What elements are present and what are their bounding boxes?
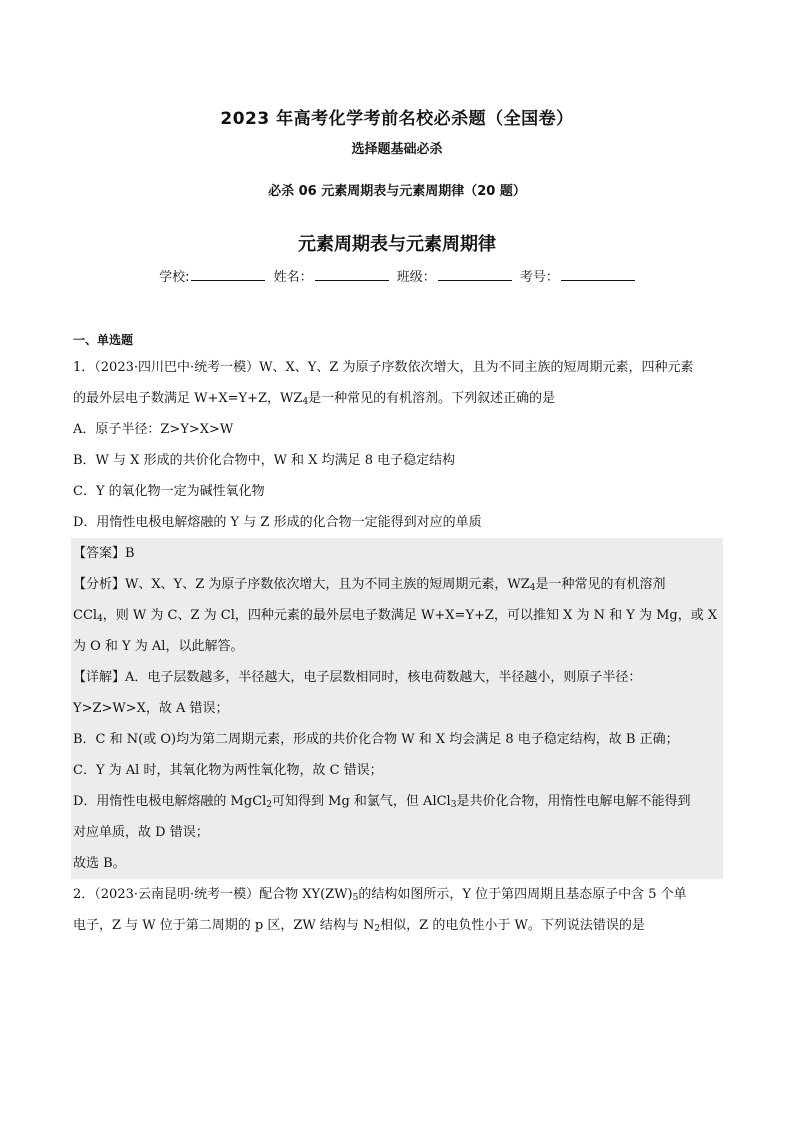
q1-stem-line-2 (73, 383, 723, 414)
q1-detail-line-4: C．Y 为 Al 时，其氧化物为两性氧化物，故 C 错误； (73, 763, 383, 778)
subscript: 3 (450, 800, 457, 810)
document-title: 2023 年高考化学考前名校必杀题（全国卷） (220, 109, 574, 129)
document-subtitle: 选择题基础必杀 (351, 142, 443, 157)
subscript: 2 (266, 800, 273, 810)
exam-number-label: 考号： (519, 270, 559, 285)
detail-text: 是共价化合物，用惰性电解电解不能得到 (456, 794, 691, 809)
school-blank[interactable] (191, 269, 265, 281)
q1-answer: 【答案】B (73, 546, 135, 561)
q2-stem-line-2 (73, 910, 723, 941)
q1-conclusion: 故选 B。 (73, 856, 126, 871)
q1-option-c: C．Y 的氧化物一定为碱性氧化物 (73, 484, 265, 499)
q1-stem-line-1: 1．（2023·四川巴中·统考一模）W、X、Y、Z 为原子序数依次增大，且为不同主族的短周期元素，四种元素 (73, 360, 694, 375)
subscript: 2 (374, 924, 381, 934)
q2-stem-text: 电子，Z 与 W 位于第二周期的 p 区，ZW 结构与 N (73, 918, 375, 933)
name-label: 姓名： (273, 270, 313, 285)
class-blank[interactable] (438, 269, 512, 281)
subscript: 4 (97, 614, 103, 624)
q1-analysis-line-2 (73, 600, 723, 631)
name-blank[interactable] (315, 269, 389, 281)
q1-option-a: A．原子半径：Z>Y>X>W (73, 422, 234, 437)
q1-detail-line-3: B．C 和 N(或 O)均为第二周期元素，形成的共价化合物 W 和 X 均会满足 8 电子稳定结构，故 B 正确； (73, 732, 679, 747)
subscript: 4 (529, 583, 536, 593)
q1-option-d: D．用惰性电极电解熔融的 Y 与 Z 形成的化合物一定能得到对应的单质 (73, 515, 482, 530)
analysis-text: ，则 W 为 C、Z 为 Cl，四种元素的最外层电子数满足 W+X=Y+Z，可以推知 X 为 N 和 Y 为 Mg，或 X (102, 608, 718, 623)
subscript: 4 (302, 397, 309, 407)
q1-detail-line-1: 【详解】A．电子层数越多，半径越大，电子层数相同时，核电荷数越大，半径越小，则原子半径： (73, 670, 642, 685)
school-label: 学校: (159, 270, 190, 285)
q2-stem-text: 的结构如图所示，Y 位于第四周期且基态原子中含 5 个单 (358, 887, 687, 902)
q2-stem-text: 相似，Z 的电负性小于 W。下列说法错误的是 (380, 918, 645, 933)
q1-detail-line-5 (73, 786, 723, 817)
question-2 (73, 879, 723, 941)
student-info-line (0, 266, 794, 285)
q1-stem-text: 是一种常见的有机溶剂。下列叙述正确的是 (308, 391, 556, 406)
q1-option-b: B．W 与 X 形成的共价化合物中，W 和 X 均满足 8 电子稳定结构 (73, 453, 456, 468)
q2-stem-text: 2．（2023·云南昆明·统考一模）配合物 XY(ZW) (73, 887, 353, 902)
class-label: 班级： (396, 270, 436, 285)
exam-number-blank[interactable] (561, 269, 635, 281)
question-1 (73, 352, 723, 879)
detail-text: 可知得到 Mg 和氯气，但 AlCl (272, 794, 451, 809)
section-heading: 一、单选题 (73, 333, 134, 347)
q1-stem-text: 的最外层电子数满足 W+X=Y+Z，WZ (73, 391, 303, 406)
document-topic: 必杀 06 元素周期表与元素周期律（20 题） (268, 184, 526, 199)
q2-stem-line-1 (73, 879, 723, 910)
main-content (73, 328, 723, 941)
detail-text: D．用惰性电极电解熔融的 MgCl (73, 794, 267, 809)
section-title: 元素周期表与元素周期律 (298, 234, 496, 255)
analysis-text: CCl (73, 608, 98, 623)
analysis-text: 【分析】W、X、Y、Z 为原子序数依次增大，且为不同主族的短周期元素，WZ (73, 577, 530, 592)
analysis-text: 是一种常见的有机溶剂 (535, 577, 666, 592)
q1-analysis-line-1 (73, 569, 723, 600)
q1-analysis-line-3: 为 O 和 Y 为 Al，以此解答。 (73, 639, 244, 654)
subscript: 5 (352, 893, 359, 903)
q1-detail-line-2: Y>Z>W>X，故 A 错误； (73, 701, 229, 716)
q1-answer-block (71, 538, 723, 879)
q1-detail-line-6: 对应单质，故 D 错误； (73, 825, 209, 840)
